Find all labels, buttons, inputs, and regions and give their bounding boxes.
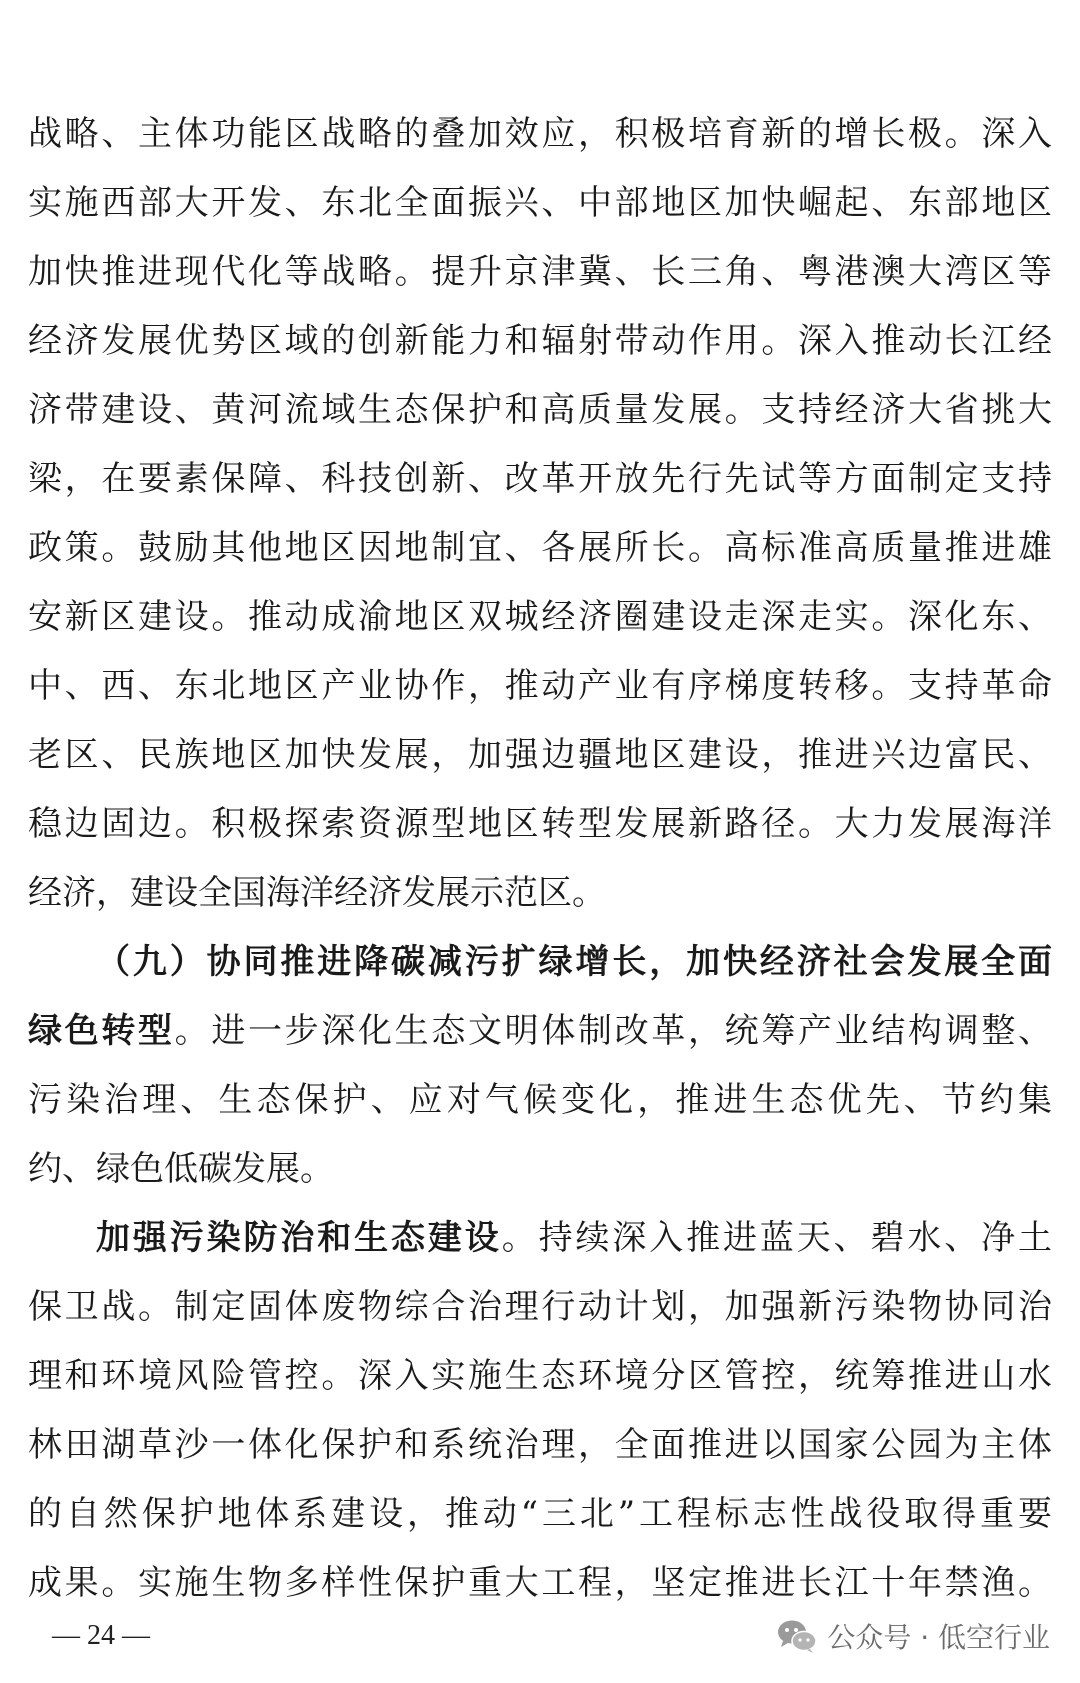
text-line: 林田湖草沙一体化保护和系统治理，全面推进以国家公园为主体 [28, 1425, 1052, 1465]
section-heading-line: （九）协同推进降碳减污扩绿增长，加快经济社会发展全面 [96, 942, 1052, 982]
text-line: 污染治理、生态保护、应对气候变化，推进生态优先、节约集 [28, 1080, 1052, 1120]
page-number: — 24 — [52, 1620, 150, 1651]
text-line: 济带建设、黄河流域生态保护和高质量发展。支持经济大省挑大 [28, 390, 1052, 430]
text-line: 政策。鼓励其他地区因地制宜、各展所长。高标准高质量推进雄 [28, 528, 1052, 568]
text-line: 的自然保护地体系建设，推动“三北”工程标志性战役取得重要 [28, 1494, 1052, 1534]
text-line: 梁，在要素保障、科技创新、改革开放先行先试等方面制定支持 [28, 459, 1052, 499]
page-footer [0, 1606, 1080, 1666]
text-line: 加快推进现代化等战略。提升京津冀、长三角、粤港澳大湾区等 [28, 252, 1052, 292]
document-body [28, 100, 1052, 1618]
text-line: 稳边固边。积极探索资源型地区转型发展新路径。大力发展海洋 [28, 804, 1052, 844]
text-line [28, 997, 1052, 1066]
wechat-icon [775, 1616, 819, 1656]
section-heading-tail: 绿色转型 [28, 1011, 175, 1051]
text-line: 实施西部大开发、东北全面振兴、中部地区加快崛起、东部地区 [28, 183, 1052, 223]
text-line: 老区、民族地区加快发展，加强边疆地区建设，推进兴边富民、 [28, 735, 1052, 775]
text-run: 。进一步深化生态文明体制改革，统筹产业结构调整、 [174, 1011, 1053, 1051]
text-line: 成果。实施生物多样性保护重大工程，坚定推进长江十年禁渔。 [28, 1563, 1052, 1603]
text-line: 理和环境风险管控。深入实施生态环境分区管控，统筹推进山水 [28, 1356, 1052, 1396]
text-line: 保卫战。制定固体废物综合治理行动计划，加强新污染物协同治 [28, 1287, 1052, 1327]
text-line: 经济，建设全国海洋经济发展示范区。 [28, 873, 606, 913]
text-line: 安新区建设。推动成渝地区双城经济圈建设走深走实。深化东、 [28, 597, 1052, 637]
text-line: 中、西、东北地区产业协作，推动产业有序梯度转移。支持革命 [28, 666, 1052, 706]
watermark [775, 1612, 1050, 1660]
watermark-text: 公众号 · 低空行业 [827, 1621, 1050, 1654]
text-line: 约、绿色低碳发展。 [28, 1149, 334, 1189]
text-run: 。持续深入推进蓝天、碧水、净土 [501, 1218, 1053, 1258]
subheading: 加强污染防治和生态建设 [96, 1218, 502, 1258]
text-line: 经济发展优势区域的创新能力和辐射带动作用。深入推动长江经 [28, 321, 1052, 361]
text-line [28, 1204, 1052, 1273]
text-line: 战略、主体功能区战略的叠加效应，积极培育新的增长极。深入 [28, 114, 1052, 154]
